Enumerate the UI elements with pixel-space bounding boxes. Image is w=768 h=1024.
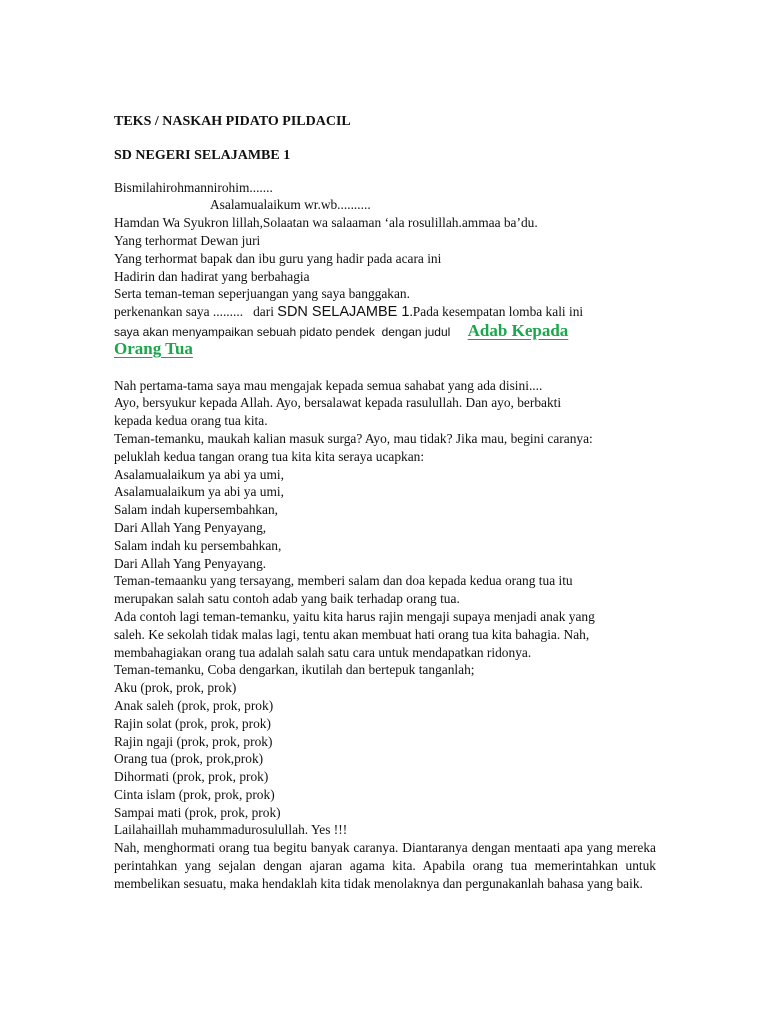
chant-line: Orang tua (prok, prok,prok) bbox=[114, 751, 264, 767]
verse-line: Salam indah ku persembahkan, bbox=[114, 537, 282, 553]
speech-title-line bbox=[114, 340, 656, 359]
body-line: Lailahaillah muhammadurosulullah. Yes !!! bbox=[114, 822, 348, 838]
intro-line bbox=[114, 303, 656, 322]
speech-title-part-1: Adab Kepada bbox=[467, 320, 569, 340]
school-name: SD NEGERI SELAJAMBE 1 bbox=[114, 147, 291, 163]
greeting-line: Hadirin dan hadirat yang berbahagia bbox=[114, 268, 310, 284]
verse-line: Dari Allah Yang Penyayang, bbox=[114, 519, 267, 535]
body-line: Ayo, bersyukur kepada Allah. Ayo, bersalawat kepada rasulullah. Dan ayo, berbakti bbox=[114, 395, 562, 411]
verse-line: Asalamualaikum ya abi ya umi, bbox=[114, 484, 284, 500]
intro-text: dengan judul bbox=[381, 324, 451, 339]
chant-line: Cinta islam (prok, prok, prok) bbox=[114, 786, 275, 802]
chant-line: Rajin ngaji (prok, prok, prok) bbox=[114, 733, 273, 749]
chant-line: Rajin solat (prok, prok, prok) bbox=[114, 715, 271, 731]
body-line: merupakan salah satu contoh adab yang baik terhadap orang tua. bbox=[114, 591, 460, 607]
greeting-line: Yang terhormat Dewan juri bbox=[114, 232, 261, 248]
name-placeholder: ......... bbox=[212, 304, 244, 320]
body-line: Teman-temaanku yang tersayang, memberi salam dan doa kepada kedua orang tua itu bbox=[114, 573, 573, 589]
speech-title-part-2: Orang Tua bbox=[114, 338, 193, 358]
salam-line: Asalamualaikum wr.wb.......... bbox=[210, 197, 371, 213]
chant-line: Anak saleh (prok, prok, prok) bbox=[114, 697, 274, 713]
verse-line: Dari Allah Yang Penyayang. bbox=[114, 555, 267, 571]
intro-text: perkenankan saya bbox=[114, 304, 210, 320]
intro-text: dari bbox=[253, 304, 274, 320]
body-line: membahagiakan orang tua adalah salah satu cara untuk mendapatkan ridonya. bbox=[114, 644, 532, 660]
body-line: Nah pertama-tama saya mau mengajak kepada semua sahabat yang ada disini.... bbox=[114, 377, 543, 393]
body-line: saleh. Ke sekolah tidak malas lagi, tentu akan membuat hati orang tua kita bahagia. Nah, bbox=[114, 626, 590, 642]
greeting-line: Yang terhormat bapak dan ibu guru yang hadir pada acara ini bbox=[114, 250, 442, 266]
greeting-line: Serta teman-teman seperjuangan yang saya banggakan. bbox=[114, 286, 410, 302]
body-line: Ada contoh lagi teman-temanku, yaitu kita harus rajin mengaji supaya menjadi anak yang bbox=[114, 608, 595, 624]
chant-line: Aku (prok, prok, prok) bbox=[114, 680, 237, 696]
intro-text: saya akan menyampaikan sebuah pidato pendek bbox=[114, 324, 375, 339]
paragraph-gap bbox=[114, 359, 656, 377]
intro-text: .Pada kesempatan lomba kali ini bbox=[409, 304, 584, 320]
intro-school-name: SDN SELAJAMBE 1 bbox=[277, 304, 410, 321]
verse-line: Asalamualaikum ya abi ya umi, bbox=[114, 466, 284, 482]
closing-paragraph: Nah, menghormati orang tua begitu banyak caranya. Diantaranya dengan mentaati apa yang mereka perintahkan yang sejalan dengan ajaran agama kita. Apabila orang tua memerintahkan untuk membelikan sesuatu, maka hendaklah kita tidak menolaknya dan pergunakanlah bahasa yang baik. bbox=[114, 840, 656, 891]
document-title: TEKS / NASKAH PIDATO PILDACIL bbox=[114, 114, 351, 129]
speech-text bbox=[114, 113, 656, 893]
body-line: Teman-temanku, maukah kalian masuk surga? Ayo, mau tidak? Jika mau, begini caranya: bbox=[114, 430, 593, 446]
verse-line: Salam indah kupersembahkan, bbox=[114, 502, 278, 518]
body-line: Teman-temanku, Coba dengarkan, ikutilah dan bertepuk tanganlah; bbox=[114, 662, 475, 678]
body-line: kepada kedua orang tua kita. bbox=[114, 413, 268, 429]
chant-line: Dihormati (prok, prok, prok) bbox=[114, 769, 269, 785]
chant-line: Sampai mati (prok, prok, prok) bbox=[114, 804, 281, 820]
bismillah-line: Bismilahirohmannirohim....... bbox=[114, 179, 273, 195]
hamdan-line: Hamdan Wa Syukron lillah,Solaatan wa salaaman ‘ala rosulillah.ammaa ba’du. bbox=[114, 215, 538, 231]
body-line: peluklah kedua tangan orang tua kita kita seraya ucapkan: bbox=[114, 448, 425, 464]
